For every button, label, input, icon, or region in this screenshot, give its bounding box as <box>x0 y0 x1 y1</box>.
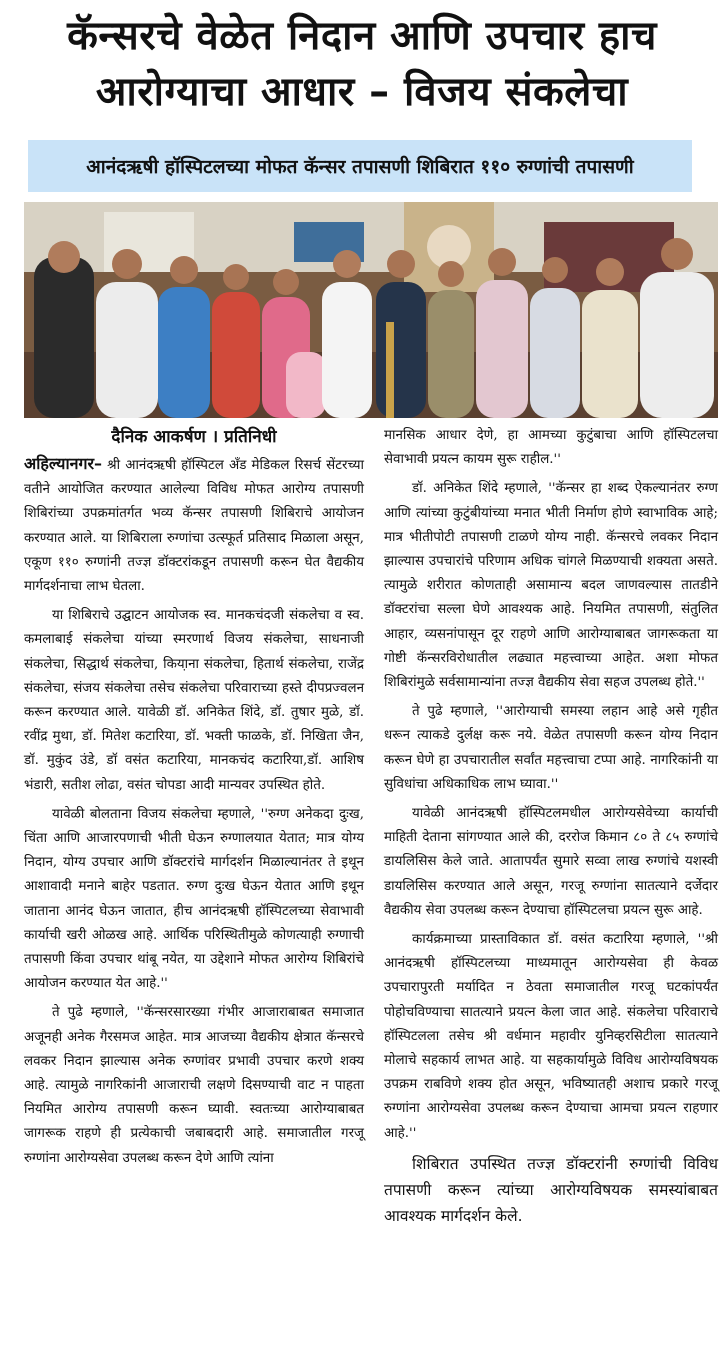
article-paragraph: कार्यक्रमाच्या प्रास्ताविकात डॉ. वसंत कटारिया म्हणाले, ''श्री आनंदऋषी हॉस्पिटलच्या माध्यमातून आरोग्यसेवा ही केवळ उपचारापुरती मर्यादित न ठेवता समाजातील गरजू घटकांपर्यंत पोहोचविण्याचा सातत्याने प्रयत्न केला जात आहे. संकलेचा परिवाराचे हॉस्पिटलला तसेच श्री वर्धमान महावीर युनिव्हरसिटीला सातत्याने मोलाचे सहकार्य लाभत आहे. या सहकार्यामुळे विविध आरोग्यविषयक उपक्रम राबविणे शक्य होत असून, भविष्यातही अशाच प्रकारे गरजू रुग्णांना आरोग्यसेवा उपलब्ध करून देण्याचा आमचा प्रयत्न राहणार आहे.'' <box>384 932 718 1141</box>
article-paragraph: यावेळी आनंदऋषी हॉस्पिटलमधील आरोग्यसेवेच्या कार्याची माहिती देताना सांगण्यात आले की, दररोज किमान ८० ते ८५ रुग्णांचे डायलिसिस केले जाते. आतापर्यंत सुमारे सव्वा लाख रुग्णांचे यशस्वी डायलिसिस करण्यात आले असून, गरजू रुग्णांना सातत्याने दर्जेदार वैद्यकीय सेवा उपलब्ध करून देण्याचा हॉस्पिटलचा प्रयत्न सुरू आहे. <box>384 806 718 918</box>
article-column-left <box>24 452 364 1176</box>
subheadline-banner <box>28 140 692 192</box>
article-paragraph: ते पुढे म्हणाले, ''आरोग्याची समस्या लहान आहे असे गृहीत धरून त्याकडे दुर्लक्ष करू नये. वेळेत तपासणी करून योग्य निदान करून घेणे हा उपचारातील सर्वांत महत्त्वाचा टप्पा आहे. नागरिकांनी या सुविधांचा अधिकाधिक लाभ घ्यावा.'' <box>384 704 718 792</box>
article-paragraph: डॉ. अनिकेत शिंदे म्हणाले, ''कॅन्सर हा शब्द ऐकल्यानंतर रुग्ण आणि त्यांच्या कुटुंबीयांच्या मनात भीती निर्माण होणे स्वाभाविक आहे; मात्र भीतीपोटी तपासणी टाळणे योग्य नाही. कॅन्सरचे लवकर निदान झाल्यास उपचारांचे परिणाम अधिक चांगले मिळण्याची शक्यता असते. त्यामुळे शरीरात कोणताही असामान्य बदल जाणवल्यास तातडीने डॉक्टरांचा सल्ला घेणे आवश्यक आहे. नियमित तपासणी, संतुलित आहार, व्यसनांपासून दूर राहणे आणि आरोग्याबाबत जागरूकता या गोष्टी कॅन्सरविरोधातील लढ्यात महत्त्वाच्या आहेत. अशा मोफत शिबिरांमुळे सर्वसामान्यांना तज्ज्ञ वैद्यकीय सेवा सहज उपलब्ध होते.'' <box>384 481 718 691</box>
article-paragraph: यावेळी बोलताना विजय संकलेचा म्हणाले, ''रुग्ण अनेकदा दुःख, चिंता आणि आजारपणाची भीती घेऊन रुग्णालयात येतात; मात्र योग्य निदान, योग्य उपचार आणि डॉक्टरांचे मार्गदर्शन मिळाल्यानंतर ते इथून आशावादी मनाने बाहेर पडतात. रुग्ण दुःख घेऊन येतात आणि इथून जाताना आनंद घेऊन जातात, हीच आनंदऋषी हॉस्पिटलच्या सेवाभावी कार्याची खरी ओळख आहे. आर्थिक परिस्थितीमुळे कोणत्याही रुग्णाची तपासणी किंवा उपचार थांबू नयेत, या उद्देशाने मोफत आरोग्य शिबिरांचे आयोजन करण्यात येत आहे.'' <box>24 806 364 992</box>
article-paragraph: ते पुढे म्हणाले, ''कॅन्सरसारख्या गंभीर आजाराबाबत समाजात अजूनही अनेक गैरसमज आहेत. मात्र आजच्या वैद्यकीय क्षेत्रात कॅन्सरचे लवकर निदान झाल्यास अनेक रुग्णांवर प्रभावी उपचार करणे शक्य आहे. त्यामुळे नागरिकांनी आजाराची लक्षणे दिसण्याची वाट न पाहता नियमित आरोग्य तपासणी करून घ्यावी. स्वतःच्या आरोग्याबाबत जागरूक राहणे ही प्रत्येकाची जबाबदारी आहे. समाजातील गरजू रुग्णांना आरोग्यसेवा उपलब्ध करून देणे आणि त्यांना <box>24 1005 364 1166</box>
article-column-right <box>384 424 718 1234</box>
dateline: अहिल्यानगर– <box>24 454 103 473</box>
event-photo-illustration <box>24 202 718 418</box>
headline-line-2: आरोग्याचा आधार – विजय संकलेचा <box>95 69 629 115</box>
headline-line-1: कॅन्सरचे वेळेत निदान आणि उपचार हाच <box>67 13 657 59</box>
article-paragraph-closing: शिबिरात उपस्थित तज्ज्ञ डॉक्टरांनी रुग्णांची विविध तपासणी करून त्यांच्या आरोग्यविषयक समस्यांबाबत आवश्यक मार्गदर्शन केले. <box>384 1154 718 1225</box>
headline <box>0 8 724 120</box>
article-paragraph: अहिल्यानगर– श्री आनंदऋषी हॉस्पिटल अँड मेडिकल रिसर्च सेंटरच्या वतीने आयोजित करण्यात आलेल्या विविध मोफत आरोग्य तपासणी शिबिरांच्या उपक्रमांतर्गत भव्य कॅन्सर तपासणी शिबिराचे आयोजन करण्यात आले. या शिबिराला रुग्णांचा उत्स्फूर्त प्रतिसाद मिळाला असून, एकूण ११० रुग्णांनी तज्ज्ञ डॉक्टरांकडून तपासणी करून घेत वैद्यकीय मार्गदर्शनाचा लाभ घेतला. <box>24 454 364 595</box>
event-photo <box>24 202 718 418</box>
article-paragraph: मानसिक आधार देणे, हा आमच्या कुटुंबाचा आणि हॉस्पिटलचा सेवाभावी प्रयत्न कायम सुरू राहील.'' <box>384 428 718 468</box>
byline: दैनिक आकर्षण । प्रतिनिधी <box>111 427 277 447</box>
subheadline-text: आनंदऋषी हॉस्पिटलच्या मोफत कॅन्सर तपासणी शिबिरात ११० रुग्णांची तपासणी <box>86 156 634 178</box>
article-paragraph: या शिबिराचे उद्घाटन आयोजक स्व. मानकचंदजी संकलेचा व स्व. कमलाबाई संकलेचा यांच्या स्मरणार्थ विजय संकलेचा, साधनाजी संकलेचा, सिद्धार्थ संकलेचा, किया़ना संकलेचा, हितार्थ संकलेचा, राजेंद्र संकलेचा, संजय संकलेचा तसेच संकलेचा परिवाराच्या हस्ते दीपप्रज्वलन करून करण्यात आले. यावेळी डॉ. अनिकेत शिंदे, डॉ. तुषार मुळे, डॉ. रवींद्र मुथा, डॉ. मितेश कटारिया, डॉ. भक्ती फाळके, डॉ. निखिता जैन, डॉ. मुकुंद उंडे, डॉ वसंत कटारिया, मानकचंद कटारिया,डॉ. आशिष भंडारी, सतीश लोढा, वसंत चोपडा आदी मान्यवर उपस्थित होते. <box>24 608 364 793</box>
